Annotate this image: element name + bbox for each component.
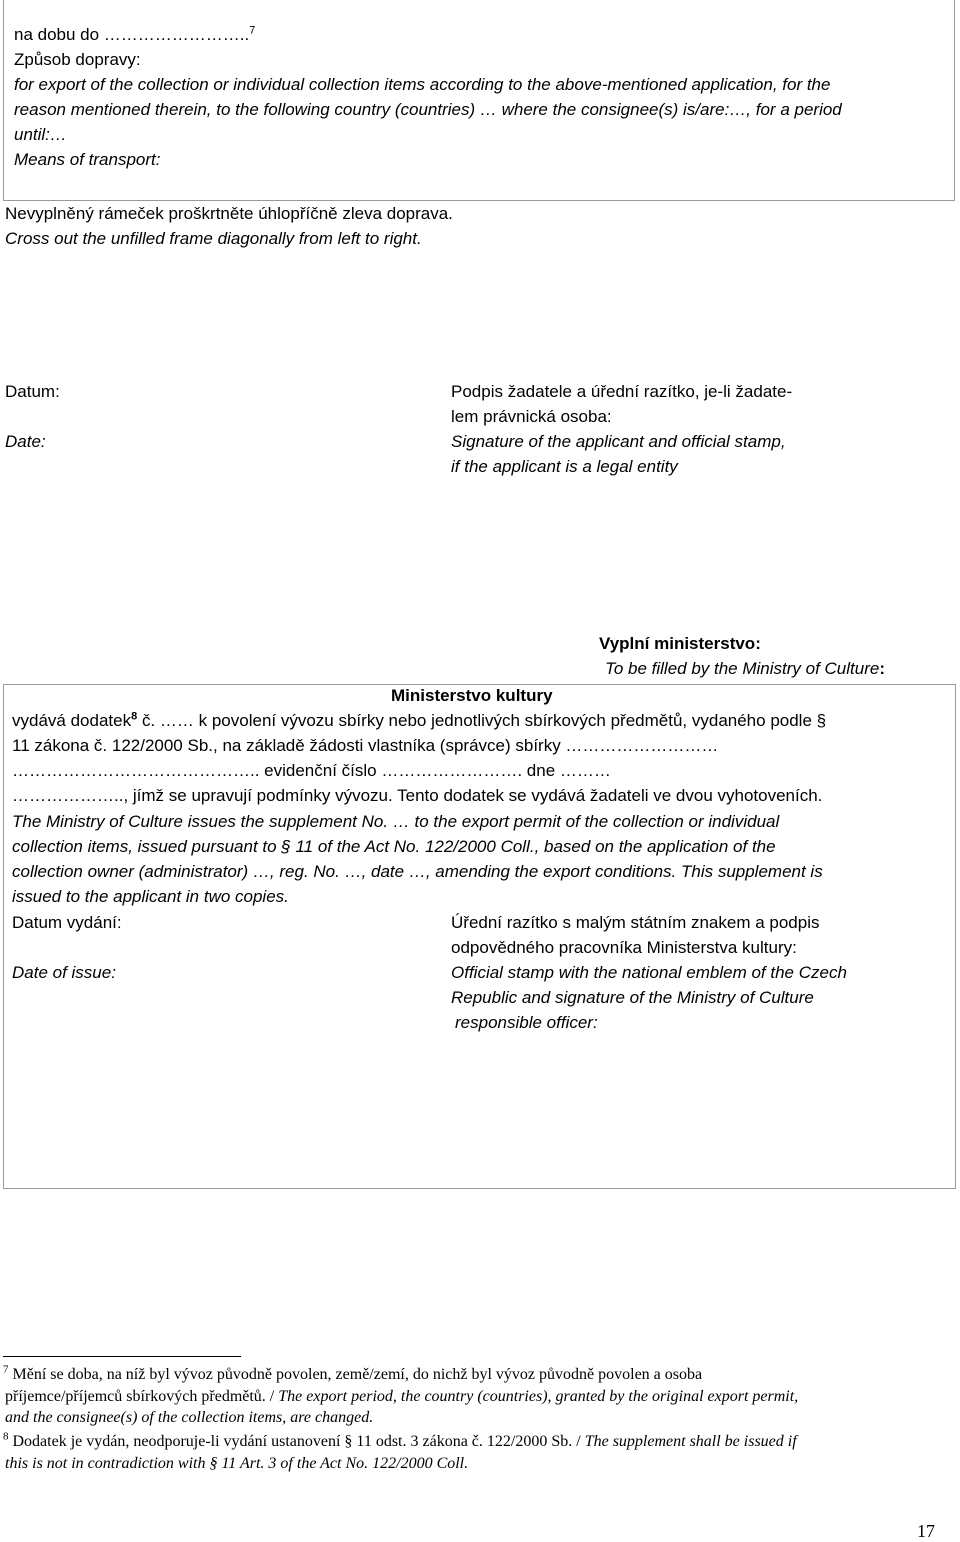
stamp-label-en-2: Republic and signature of the Ministry of Culture xyxy=(451,988,814,1007)
supplement-text-en-4: issued to the applicant in two copies. xyxy=(12,887,289,906)
stamp-label-cz-1: Úřední razítko s malým státním znakem a podpis xyxy=(451,913,820,932)
supplement-text-en-3: collection owner (administrator) …, reg. No. …, date …, amending the export conditions. This supplement is xyxy=(12,862,823,881)
supplement-text-cz-4: ……………….., jímž se upravují podmínky vývozu. Tento dodatek se vydává žadateli ve dvou vyhotoveních. xyxy=(12,786,823,805)
supplement-text-cz-3: …………………………………….. evidenční číslo ……………………. dne ……… xyxy=(12,761,611,780)
export-text-line-3: until:… xyxy=(14,125,67,144)
footnote-8-line-2: this is not in contradiction with § 11 Art. 3 of the Act No. 122/2000 Coll. xyxy=(5,1455,469,1472)
supplement-text-cz-2: 11 zákona č. 122/2000 Sb., na základě žádosti vlastníka (správce) sbírky ……………………… xyxy=(12,736,719,755)
ministry-fill-heading-en: To be filled by the Ministry of Culture: xyxy=(605,659,886,678)
footnote-separator xyxy=(3,1356,241,1357)
transport-label-cz: Způsob dopravy: xyxy=(14,50,141,69)
footnote-7-line-1: $^7$ Mění se doba, na níž byl vývoz původně povolen, země/zemí, do nichž byl vývoz původně povolen a osoba xyxy=(3,1363,703,1383)
issue-date-label-en: Date of issue: xyxy=(12,963,116,982)
unfilled-frame-note-en: Cross out the unfilled frame diagonally from left to right. xyxy=(5,229,422,248)
issue-date-label-cz: Datum vydání: xyxy=(12,913,122,932)
ministry-frame xyxy=(3,684,956,1189)
date-label-cz: Datum: xyxy=(5,382,60,401)
supplement-text-cz-1: vydává dodatek$^8$ č. …… k povolení vývozu sbírky nebo jednotlivých sbírkových předmětů, vydaného podle § xyxy=(12,710,827,730)
supplement-text-en-2: collection items, issued pursuant to § 11 of the Act No. 122/2000 Coll., based on the application of the xyxy=(12,837,776,856)
date-label-en: Date: xyxy=(5,432,46,451)
ministry-fill-heading-cz: Vyplní ministerstvo: xyxy=(599,634,761,653)
page-number: 17 xyxy=(917,1521,935,1541)
ministry-title: Ministerstvo kultury xyxy=(391,686,553,705)
stamp-label-en-1: Official stamp with the national emblem of the Czech xyxy=(451,963,847,982)
stamp-label-en-3: responsible officer: xyxy=(455,1013,598,1032)
export-text-line-1: for export of the collection or individual collection items according to the above-mentioned application, for the xyxy=(14,75,831,94)
period-field-label: na dobu do ……………………..$^7$ xyxy=(14,24,256,44)
footnote-7-line-3: and the consignee(s) of the collection items, are changed. xyxy=(5,1409,374,1426)
unfilled-frame-note-cz: Nevyplněný rámeček proškrtněte úhlopříčně zleva doprava. xyxy=(5,204,453,223)
signature-label-cz-2: lem právnická osoba: xyxy=(451,407,612,426)
supplement-text-en-1: The Ministry of Culture issues the supplement No. … to the export permit of the collection or individual xyxy=(12,812,780,831)
transport-label-en: Means of transport: xyxy=(14,150,161,169)
signature-label-en-2: if the applicant is a legal entity xyxy=(451,457,678,476)
stamp-label-cz-2: odpovědného pracovníka Ministerstva kultury: xyxy=(451,938,797,957)
footnote-8-line-1: $^8$ Dodatek je vydán, neodporuje-li vydání ustanovení § 11 odst. 3 zákona č. 122/2000 Sb. / The supplement shall be issued if xyxy=(3,1430,797,1450)
footnote-7-line-2: příjemce/příjemců sbírkových předmětů. / The export period, the country (countries), granted by the original export permit, xyxy=(5,1388,799,1405)
footnote-8-number: 8 xyxy=(3,1430,9,1443)
signature-label-cz-1: Podpis žadatele a úřední razítko, je-li žadate- xyxy=(451,382,793,401)
export-text-line-2: reason mentioned therein, to the following country (countries) … where the consignee(s) is/are:…, for a period xyxy=(14,100,842,119)
footnote-7-number: 7 xyxy=(3,1363,9,1376)
signature-label-en-1: Signature of the applicant and official stamp, xyxy=(451,432,786,451)
